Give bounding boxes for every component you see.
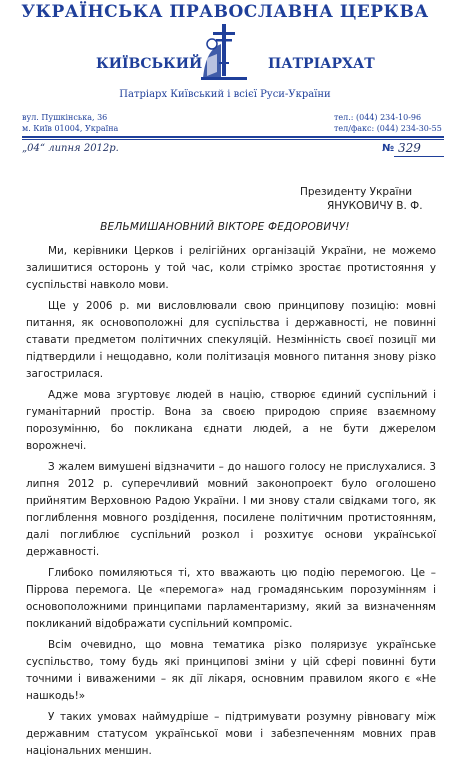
- addressee-name: ЯНУКОВИЧУ В. Ф.: [327, 200, 423, 212]
- paragraph: Глибоко помиляються ті, хто вважають цю подію перемогою. Це – Піррова перемога. Це «перемога» над громадянським порозумінням і основоположними принципами парламентаризму, який за визначенням покликаний відображати суспільний компроміс.: [26, 567, 436, 630]
- letter-date: „04“ липня 2012р.: [22, 143, 119, 154]
- letterhead-rule: [22, 136, 444, 138]
- letter-number: 329: [398, 141, 421, 155]
- kyiv-title: КИЇВСЬКИЙ: [96, 56, 203, 72]
- church-title: УКРАЇНСЬКА ПРАВОСЛАВНА ЦЕРКВА: [21, 2, 429, 22]
- paragraph: Адже мова згуртовує людей в націю, створює єдиний суспільний і гуманітарний простір. Вона за своєю природою сприяє взаємному порозумінню, бо покликана єднати людей, а не бути джерелом ворожнечі.: [26, 389, 436, 452]
- paragraph: У таких умовах наймудріше – підтримувати розумну рівновагу між державним статусом української мови і забезпеченням мовних прав національних меншин.: [26, 711, 436, 757]
- patriarchate-title: ПАТРІАРХАТ: [268, 56, 375, 72]
- postal-address: [22, 112, 118, 134]
- number-underline: [394, 156, 444, 157]
- salutation: ВЕЛЬМИШАНОВНИЙ ВІКТОРЕ ФЕДОРОВИЧУ!: [100, 221, 350, 233]
- patriarch-subtitle: Патріарх Київський і всієї Руси-України: [119, 89, 331, 100]
- addressee-position: Президенту України: [300, 186, 413, 198]
- paragraph: Ми, керівники Церков і релігійних організацій України, не можемо залишитися осторонь у той час, коли стрімко зростає протистояння у суспільстві навколо мови.: [26, 245, 436, 291]
- letter-body: [26, 243, 436, 760]
- paragraph: Ще у 2006 р. ми висловлювали свою принципову позицію: мовні питання, як основоположні для суспільства і державності, не повинні ставати предметом політичних спекуляцій. Незмінність своєї позиції ми підтвердили і нещодавно, коли політизація мовного питання знову різко загострилася.: [26, 300, 436, 380]
- fax-number: тел/факс: (044) 234-30-55: [334, 124, 442, 133]
- number-label: №: [382, 143, 395, 154]
- address-city: м. Київ 01004, Україна: [22, 124, 119, 133]
- patriarch-emblem-icon: [195, 22, 253, 82]
- letterhead-rule-thin: [22, 139, 444, 140]
- address-street: вул. Пушкінська, 36: [22, 113, 108, 122]
- phone-number: тел.: (044) 234-10-96: [334, 113, 422, 122]
- addressee-block: [300, 185, 440, 213]
- paragraph: Всім очевидно, що мовна тематика різко поляризує українське суспільство, тому будь які принципові зміни у цій сфері повинні бути точними і виваженими – як дії лікаря, основним правилом якого є «Не нашкодь!»: [26, 639, 436, 702]
- phone-block: [334, 112, 442, 134]
- date-number-line: [22, 143, 444, 159]
- paragraph: З жалем вимушені відзначити – до нашого голосу не прислухалися. 3 липня 2012 р. суперечливий мовний законопроект було оголошено прийнятим Верховною Радою України. І ми знову стали свідками того, як поглиблення мовного роздідення, посилене політичним протистоянням, далі поглиблює суспільний розкол і розхитує основи української державності.: [26, 461, 436, 558]
